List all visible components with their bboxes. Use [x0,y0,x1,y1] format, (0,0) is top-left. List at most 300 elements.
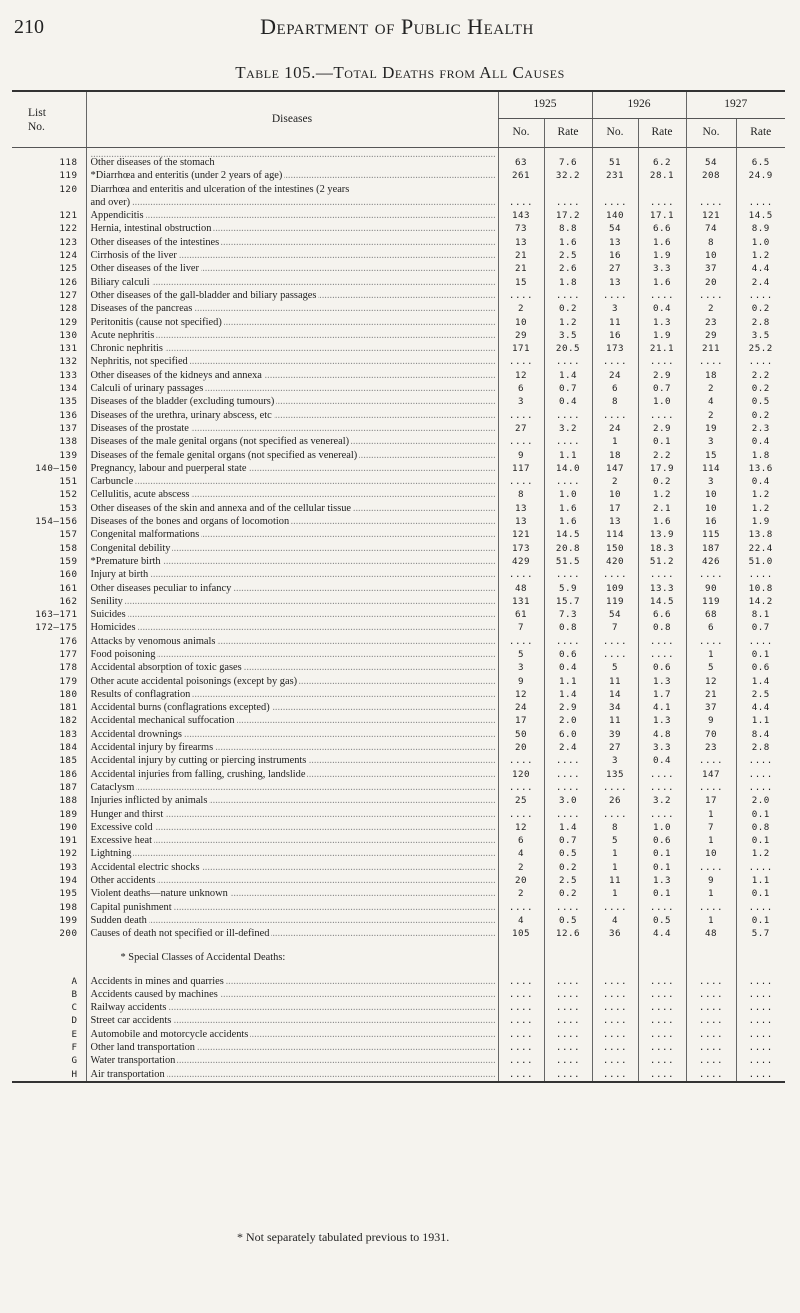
table-row [12,675,785,688]
rate-1925: 3.5 [544,329,592,342]
table-row [12,1028,785,1041]
disease-label: Calculi of urinary passages [90,383,204,395]
list-number: 123 [59,236,78,248]
count-1927: 4 [686,395,736,408]
table-row [12,754,785,767]
count-1925: 73 [498,222,544,235]
count-1925: 9 [498,675,544,688]
count-1926 [592,183,638,196]
disease-description [86,768,498,781]
list-number: G [71,1055,78,1067]
rate-1926: 1.9 [638,329,686,342]
disease-description [86,568,498,581]
count-1925: 12 [498,821,544,834]
disease-description [86,422,498,435]
rate-1927: .... [736,768,785,781]
rate-1926: 0.8 [638,621,686,634]
disease-label: Cirrhosis of the liver [90,250,177,262]
rate-1925: 7.3 [544,608,592,621]
disease-description [86,409,498,422]
disease-label: Accidental mechanical suffocation [90,715,235,727]
list-number: 118 [59,157,78,168]
disease-label: Other diseases of the gall-bladder and biliary passages [90,289,317,301]
disease-label: *Premature birth [90,555,161,567]
table-row [12,196,785,209]
rate-1925: 1.6 [544,236,592,249]
count-1925: .... [498,901,544,914]
rate-1927: .... [736,635,785,648]
count-1927: 7 [686,821,736,834]
rate-1926: 14.5 [638,595,686,608]
count-1925: 7 [498,621,544,634]
count-1926: 36 [592,927,638,940]
rate-1927: .... [736,1068,785,1081]
disease-description [86,688,498,701]
disease-description [86,449,498,462]
disease-label: Biliary calculi [90,276,150,288]
rate-1927: 0.7 [736,621,785,634]
rate-1927: .... [736,975,785,988]
table-row [12,249,785,262]
rate-1925: 0.8 [544,621,592,634]
disease-description [86,236,498,249]
disease-label: Diseases of the male genital organs (not specified as venereal) [90,436,350,448]
rate-1925: 2.4 [544,741,592,754]
count-1925: 29 [498,329,544,342]
list-number: 121 [59,210,78,222]
count-1926: 16 [592,329,638,342]
rate-1926: 1.6 [638,276,686,289]
count-1927: 9 [686,714,736,727]
rate-1927: 0.1 [736,808,785,821]
rate-1927: .... [736,1028,785,1041]
rate-1926: 3.3 [638,262,686,275]
rate-1925: 1.0 [544,488,592,501]
count-1926: .... [592,1041,638,1054]
table-row [12,1014,785,1027]
disease-description [86,148,498,170]
rate-1925: 7.6 [544,148,592,170]
rate-1925: .... [544,1054,592,1067]
count-1927: .... [686,1028,736,1041]
table-row [12,688,785,701]
count-1926: .... [592,409,638,422]
count-1926: .... [592,289,638,302]
rate-1925: 2.5 [544,249,592,262]
rate-1926: 2.2 [638,449,686,462]
rate-1927: 14.5 [736,209,785,222]
rate-1926: 0.7 [638,382,686,395]
count-1926: 13 [592,236,638,249]
count-1927: 17 [686,794,736,807]
table-row [12,621,785,634]
rate-1927: 1.2 [736,488,785,501]
disease-description [86,475,498,488]
disease-description [86,435,498,448]
count-1927: 3 [686,475,736,488]
list-number: F [71,1042,78,1053]
count-1925: 25 [498,794,544,807]
count-1927: 74 [686,222,736,235]
rate-1927: 0.1 [736,834,785,847]
list-number: 125 [59,263,78,275]
count-1927: .... [686,196,736,209]
rate-1927: 3.5 [736,329,785,342]
rate-1927: 0.1 [736,914,785,927]
count-1926: 14 [592,688,638,701]
rate-1927: 8.9 [736,222,785,235]
list-number: 188 [59,795,78,807]
rate-1926: 0.4 [638,754,686,767]
count-1926: .... [592,568,638,581]
rate-1927: 1.8 [736,449,785,462]
disease-label: Diseases of the urethra, urinary abscess, etc [90,409,272,421]
count-1926: 119 [592,595,638,608]
rate-1926: .... [638,355,686,368]
count-1925: 171 [498,342,544,355]
disease-description [86,648,498,661]
count-1926: 17 [592,502,638,515]
disease-label: Other diseases of the intestines [90,236,220,248]
count-1925: 117 [498,462,544,475]
count-1925: 27 [498,422,544,435]
rate-1925 [544,183,592,196]
disease-label: and over) [90,196,131,208]
list-number: A [71,975,78,987]
disease-description [86,183,498,196]
disease-label: Appendicitis [90,210,144,222]
table-row [12,488,785,501]
count-1926: .... [592,1054,638,1067]
disease-description [86,927,498,940]
count-1927: .... [686,289,736,302]
rate-1927: 6.5 [736,148,785,170]
list-number: 162 [59,595,78,607]
disease-description [86,382,498,395]
list-number: 135 [59,396,78,408]
rate-1926: 1.7 [638,688,686,701]
rate-1926: .... [638,196,686,209]
count-1925: 21 [498,262,544,275]
count-1925: 20 [498,874,544,887]
count-1927: .... [686,988,736,1001]
count-1927: 5 [686,661,736,674]
rate-1926: 13.9 [638,528,686,541]
rate-1926: .... [638,1041,686,1054]
count-1925: .... [498,568,544,581]
list-number: 152 [59,489,78,501]
count-1925: 173 [498,542,544,555]
count-1926: 114 [592,528,638,541]
rate-1925: 2.9 [544,701,592,714]
list-number: 184 [59,742,78,754]
count-1926: 5 [592,834,638,847]
list-number: 191 [59,835,78,847]
disease-label: Air transportation [90,1068,165,1080]
disease-label: Other diseases peculiar to infancy [90,582,232,594]
rate-1926: 1.0 [638,821,686,834]
disease-label: Diarrhœa and enteritis and ulceration of the intestines (2 years [90,183,350,195]
rate-1925: 1.4 [544,369,592,382]
rate-1927: 4.4 [736,262,785,275]
disease-description [86,209,498,222]
rate-1926: .... [638,648,686,661]
list-number: 163–171 [35,609,78,621]
list-number: 140–150 [35,462,78,474]
table-row [12,1001,785,1014]
table-row [12,975,785,988]
disease-label: Attacks by venomous animals [90,635,216,647]
disease-description [86,914,498,927]
count-1925: 15 [498,276,544,289]
disease-description [86,169,498,182]
table-row [12,701,785,714]
list-number: 138 [59,436,78,448]
count-1927: 1 [686,808,736,821]
count-1927: .... [686,1041,736,1054]
rate-1925: .... [544,355,592,368]
count-1925: .... [498,289,544,302]
table-row [12,555,785,568]
rate-1926: 17.9 [638,462,686,475]
rate-1926: .... [638,781,686,794]
table-row [12,847,785,860]
rate-1926: 28.1 [638,169,686,182]
count-1925: .... [498,1028,544,1041]
rate-1925: 0.4 [544,661,592,674]
rate-1926: 1.9 [638,249,686,262]
list-number: 134 [59,383,78,395]
count-1925: 2 [498,302,544,315]
list-number: 185 [59,755,78,767]
rate-1926: 4.1 [638,701,686,714]
disease-description [86,488,498,501]
count-1925: .... [498,1014,544,1027]
rate-1926: .... [638,568,686,581]
rate-1925: 0.5 [544,847,592,860]
table-row [12,768,785,781]
disease-label: Homicides [90,622,136,634]
rate-1925: 1.1 [544,449,592,462]
disease-description [86,701,498,714]
disease-label: Accidental injuries from falling, crushing, landslide [90,768,306,780]
count-1926: 173 [592,342,638,355]
disease-label: Pregnancy, labour and puerperal state [90,462,247,474]
disease-label: Other diseases of the kidneys and annexa [90,369,262,381]
disease-label: Peritonitis (cause not specified) [90,316,222,328]
table-row [12,435,785,448]
rate-1927: 8.4 [736,728,785,741]
rate-1926: 51.2 [638,555,686,568]
rate-1925: 3.0 [544,794,592,807]
rate-1926: .... [638,635,686,648]
table-row [12,462,785,475]
disease-label: Causes of death not specified or ill-defined [90,928,270,940]
rate-1926: 13.3 [638,582,686,595]
count-1925: 63 [498,148,544,170]
disease-label: Street car accidents [90,1015,172,1027]
rate-1927: .... [736,1001,785,1014]
rate-1925: 32.2 [544,169,592,182]
count-1925: 3 [498,395,544,408]
list-number: 177 [59,648,78,660]
count-1925: .... [498,355,544,368]
disease-label: Sudden death [90,914,147,926]
disease-description [86,196,498,209]
table-row [12,927,785,940]
count-1926: 3 [592,302,638,315]
rate-1926: 0.1 [638,435,686,448]
count-1925: 21 [498,249,544,262]
count-1926: .... [592,808,638,821]
rate-1926: .... [638,409,686,422]
count-1925: 17 [498,714,544,727]
rate-1925: 8.8 [544,222,592,235]
count-1926: 24 [592,369,638,382]
disease-description [86,355,498,368]
rate-1927: 2.5 [736,688,785,701]
disease-label: Cataclysm [90,781,135,793]
disease-description [86,621,498,634]
disease-label: Water transportation [90,1055,176,1067]
table-row [12,608,785,621]
rate-1925: 0.6 [544,648,592,661]
rate-1926: 4.8 [638,728,686,741]
count-1925: 13 [498,502,544,515]
table-row [12,861,785,874]
list-number: 200 [59,928,78,940]
rate-1927: 8.1 [736,608,785,621]
disease-label: Food poisoning [90,648,156,660]
diseases-header: Diseases [86,92,498,148]
list-number: 128 [59,303,78,315]
rate-1925: .... [544,975,592,988]
count-1926: .... [592,1068,638,1081]
table-row [12,821,785,834]
list-number: 136 [59,409,78,421]
count-1926: 4 [592,914,638,927]
list-number: 157 [59,529,78,541]
disease-label: Other accidents [90,875,156,887]
count-1927: .... [686,1054,736,1067]
disease-label: Diseases of the female genital organs (not specified as venereal) [90,449,358,461]
rate-1926: 0.1 [638,847,686,860]
list-number: 131 [59,343,78,355]
disease-description [86,462,498,475]
count-1925: .... [498,409,544,422]
table-row [12,914,785,927]
disease-description [86,901,498,914]
rate-1926: 2.9 [638,422,686,435]
list-number: 178 [59,662,78,674]
table-row [12,329,785,342]
rate-1925: .... [544,754,592,767]
table-row [12,382,785,395]
count-1925: .... [498,808,544,821]
count-1927: 121 [686,209,736,222]
count-1925: .... [498,754,544,767]
rate-1925: .... [544,568,592,581]
list-number: 159 [59,555,78,567]
disease-description [86,975,498,988]
list-number: 176 [59,635,78,647]
rate-1925: 0.7 [544,834,592,847]
list-number: 130 [59,329,78,341]
count-1925: 5 [498,648,544,661]
rate-1926: 1.3 [638,316,686,329]
list-number: 124 [59,250,78,262]
deaths-table [12,90,785,1083]
list-number: 198 [59,901,78,913]
rate-1927: .... [736,901,785,914]
disease-label: Diseases of the prostate [90,422,189,434]
sub-header-rate: Rate [736,119,785,148]
rate-1927: 0.2 [736,302,785,315]
rate-1927: 2.4 [736,276,785,289]
rate-1927: 2.0 [736,794,785,807]
count-1926: 147 [592,462,638,475]
count-1926: 2 [592,475,638,488]
count-1925: .... [498,975,544,988]
empty-cell [736,941,785,975]
count-1925: 13 [498,236,544,249]
count-1927: 21 [686,688,736,701]
count-1927: .... [686,975,736,988]
disease-label: Other diseases of the stomach [90,157,215,168]
disease-description [86,874,498,887]
count-1926: .... [592,1001,638,1014]
count-1926: 39 [592,728,638,741]
count-1925: 2 [498,861,544,874]
rate-1925: 12.6 [544,927,592,940]
disease-description [86,821,498,834]
rate-1925: .... [544,1068,592,1081]
count-1926: 109 [592,582,638,595]
page-number: 210 [14,16,44,38]
count-1927: 10 [686,249,736,262]
count-1926: .... [592,901,638,914]
count-1926: .... [592,975,638,988]
list-number: 119 [59,170,78,182]
disease-label: Congenital malformations [90,529,200,541]
count-1926: 16 [592,249,638,262]
count-1925: 261 [498,169,544,182]
count-1925: 120 [498,768,544,781]
count-1926: 11 [592,675,638,688]
disease-label: Automobile and motorcycle accidents [90,1028,249,1040]
disease-description [86,262,498,275]
rate-1927: 0.1 [736,887,785,900]
rate-1925: 0.7 [544,382,592,395]
count-1927: 37 [686,262,736,275]
rate-1927: 0.2 [736,409,785,422]
rate-1925: 1.2 [544,316,592,329]
table-row [12,289,785,302]
list-number: 187 [59,781,78,793]
list-number: D [71,1015,78,1027]
rate-1927: .... [736,781,785,794]
table-row [12,355,785,368]
table-row [12,595,785,608]
rate-1925: .... [544,1001,592,1014]
rate-1927: .... [736,355,785,368]
rate-1925: 0.2 [544,887,592,900]
count-1926: 7 [592,621,638,634]
count-1927: 8 [686,236,736,249]
rate-1926: .... [638,1028,686,1041]
rate-1927: .... [736,196,785,209]
count-1927: 1 [686,834,736,847]
